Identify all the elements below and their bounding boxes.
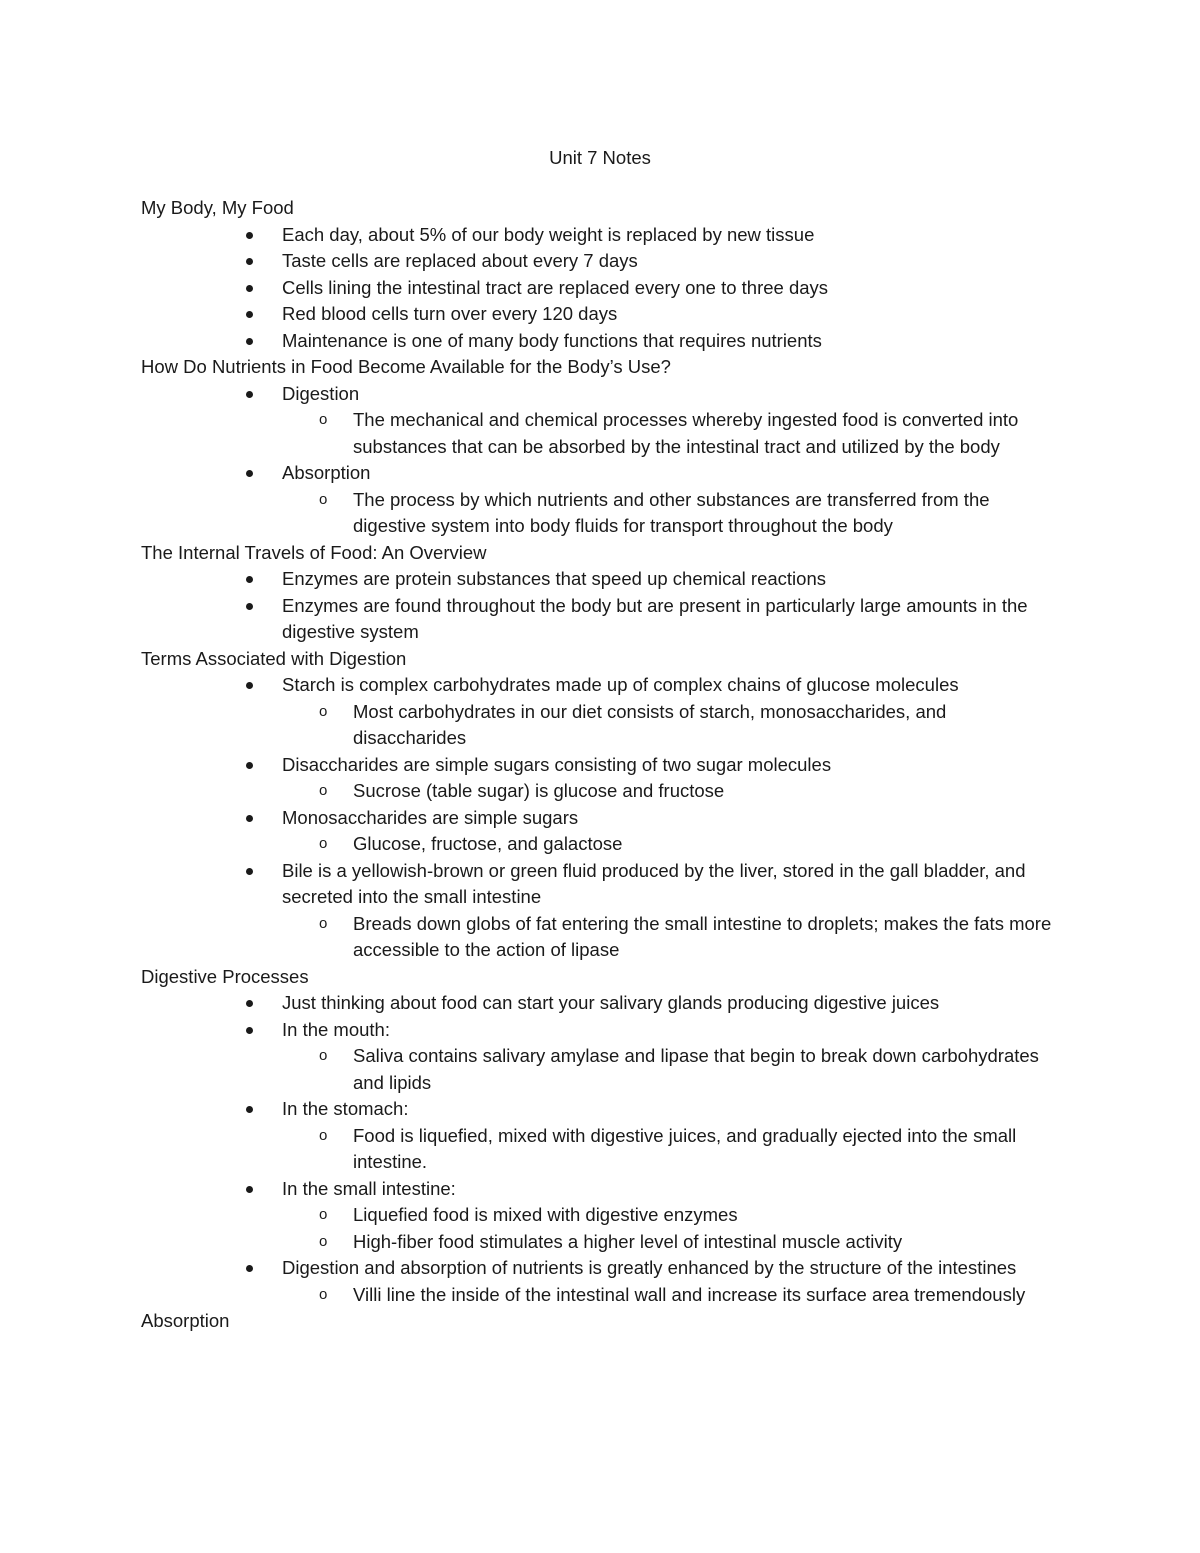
sub-bullet-item [141, 831, 1061, 858]
sub-bullet-item [141, 1123, 1061, 1176]
sub-bullet-text: Sucrose (table sugar) is glucose and fructose [353, 780, 725, 801]
sub-bullet-item [141, 911, 1061, 964]
bullet-text: Red blood cells turn over every 120 days [282, 303, 618, 324]
notes-content [141, 195, 1061, 1335]
sub-bullet-item [141, 1202, 1061, 1229]
bullet-text: Bile is a yellowish-brown or green fluid produced by the liver, stored in the gall bladder, and secreted into the small intestine [282, 859, 1026, 907]
sub-bullet-text: The mechanical and chemical processes whereby ingested food is converted into substances that can be absorbed by the intestinal tract and utilized by the body [353, 409, 1019, 457]
section-heading: Digestive Processes [141, 965, 309, 987]
sub-bullet-text: Liquefied food is mixed with digestive enzymes [353, 1204, 738, 1225]
bullet-item [141, 566, 1061, 593]
bullet-text: Disaccharides are simple sugars consisting of two sugar molecules [282, 753, 832, 775]
bullet-item [141, 752, 1061, 779]
section-heading: Absorption [141, 1310, 230, 1331]
bullet-text: Starch is complex carbohydrates made up of complex chains of glucose molecules [282, 674, 959, 695]
sub-bullet-text: Most carbohydrates in our diet consists of starch, monosaccharides, and disaccharides [353, 700, 947, 748]
bullet-item [141, 1017, 1061, 1044]
circle-bullet-icon: o [319, 411, 328, 428]
bullet-item [141, 381, 1061, 408]
sub-bullet-item [141, 487, 1061, 540]
section-heading: The Internal Travels of Food: An Overview [141, 541, 487, 563]
bullet-item [141, 990, 1061, 1017]
bullet-item [141, 805, 1061, 832]
bullet-item [141, 672, 1061, 699]
sub-bullet-text: The process by which nutrients and other substances are transferred from the digestive system into body fluids for transport throughout the body [353, 488, 990, 536]
bullet-item [141, 222, 1061, 249]
bullet-text: In the stomach: [282, 1098, 409, 1119]
sub-bullet-text: Breads down globs of fat entering the small intestine to droplets; makes the fats more accessible to the action of lipase [353, 912, 1052, 960]
circle-bullet-icon: o [319, 914, 328, 932]
bullet-text: Maintenance is one of many body functions that requires nutrients [282, 329, 822, 351]
bullet-text: Each day, about 5% of our body weight is replaced by new tissue [282, 223, 815, 245]
bullet-text: Enzymes are found throughout the body but are present in particularly large amounts in the digestive system [282, 594, 1028, 642]
section-heading: My Body, My Food [141, 197, 294, 218]
bullet-text: Taste cells are replaced about every 7 days [282, 250, 638, 271]
bullet-text: In the mouth: [282, 1018, 390, 1040]
bullet-item [141, 275, 1061, 302]
circle-bullet-icon: o [319, 490, 328, 508]
bullet-item [141, 248, 1061, 275]
sub-bullet-text: Saliva contains salivary amylase and lipase that begin to break down carbohydrates and lipids [353, 1045, 1039, 1093]
sub-bullet-text: High-fiber food stimulates a higher level of intestinal muscle activity [353, 1230, 903, 1252]
sub-bullet-item [141, 1282, 1061, 1309]
bullet-item [141, 1096, 1061, 1123]
bullet-text: Enzymes are protein substances that speed up chemical reactions [282, 568, 826, 589]
sub-bullet-item [141, 1043, 1061, 1096]
bullet-item [141, 328, 1061, 355]
circle-bullet-icon: o [319, 1047, 328, 1064]
bullet-text: Digestion and absorption of nutrients is greatly enhanced by the structure of the intestines [282, 1257, 1017, 1278]
sub-bullet-item [141, 699, 1061, 752]
sub-bullet-item [141, 1229, 1061, 1256]
circle-bullet-icon: o [319, 1285, 328, 1303]
sub-bullet-text: Glucose, fructose, and galactose [353, 833, 623, 854]
page-title: Unit 7 Notes [549, 147, 651, 168]
bullet-text: Absorption [282, 462, 371, 483]
circle-bullet-icon: o [319, 1232, 328, 1250]
bullet-item [141, 593, 1061, 646]
circle-bullet-icon: o [319, 782, 328, 799]
bullet-item [141, 460, 1061, 487]
section-heading: How Do Nutrients in Food Become Available for the Body’s Use? [141, 356, 671, 377]
bullet-item [141, 858, 1061, 911]
sub-bullet-item [141, 407, 1061, 460]
sub-bullet-text: Food is liquefied, mixed with digestive juices, and gradually ejected into the small intestine. [353, 1124, 1017, 1172]
bullet-item [141, 1255, 1061, 1282]
section-heading: Terms Associated with Digestion [141, 647, 407, 669]
bullet-item [141, 1176, 1061, 1203]
bullet-text: In the small intestine: [282, 1177, 456, 1199]
sub-bullet-text: Villi line the inside of the intestinal wall and increase its surface area tremendously [353, 1283, 1026, 1305]
bullet-text: Digestion [282, 382, 360, 404]
bullet-text: Cells lining the intestinal tract are replaced every one to three days [282, 276, 829, 298]
sub-bullet-item [141, 778, 1061, 805]
circle-bullet-icon: o [319, 835, 328, 852]
circle-bullet-icon: o [319, 702, 328, 720]
circle-bullet-icon: o [319, 1126, 328, 1144]
circle-bullet-icon: o [319, 1206, 328, 1223]
bullet-text: Just thinking about food can start your salivary glands producing digestive juices [282, 992, 940, 1013]
bullet-item [141, 301, 1061, 328]
bullet-text: Monosaccharides are simple sugars [282, 806, 579, 828]
